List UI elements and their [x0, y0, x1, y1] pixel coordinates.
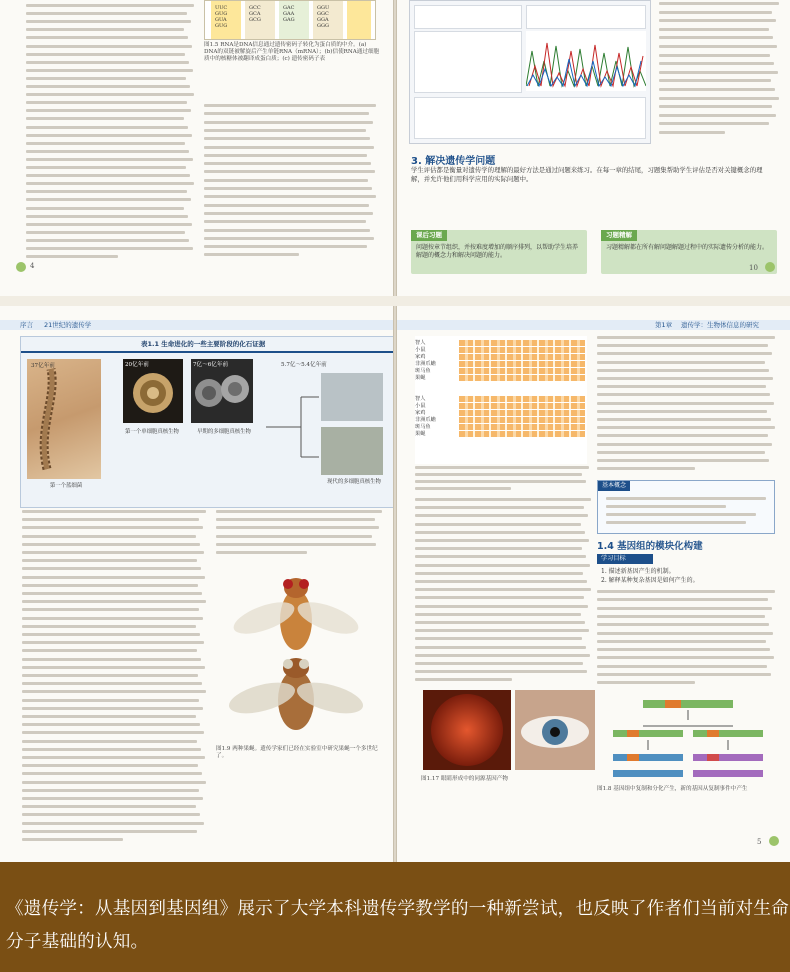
- text-line: [204, 204, 369, 207]
- box-title: 课后习题: [411, 230, 447, 241]
- text-line: [26, 85, 190, 88]
- text-line: [26, 93, 194, 96]
- text-line: [22, 567, 201, 570]
- text-line: [659, 105, 772, 108]
- text-line: [26, 45, 192, 48]
- text-line: [26, 198, 191, 201]
- text-line: [22, 797, 203, 800]
- text-line: [204, 195, 376, 198]
- human-eye-photo: [515, 690, 595, 770]
- text-line: [659, 62, 774, 65]
- text-line: [597, 598, 768, 601]
- text-line: [22, 584, 198, 587]
- text-line: [415, 506, 584, 509]
- text-line: [26, 117, 184, 120]
- leaf-icon: [769, 836, 779, 846]
- text-line: [204, 162, 371, 165]
- text-line: [415, 547, 582, 550]
- text-line: [597, 361, 765, 364]
- text-line: [597, 410, 767, 413]
- text-line: [204, 229, 370, 232]
- text-line: [415, 654, 590, 657]
- alignment-row: [459, 410, 585, 416]
- text-line: [597, 344, 768, 347]
- text-line: [204, 146, 374, 149]
- text-line: [204, 170, 375, 173]
- bottom-book-spread: [0, 306, 790, 862]
- text-line: [597, 385, 766, 388]
- chromatogram-graphic: [526, 31, 646, 91]
- text-line: [597, 640, 766, 643]
- text-line: [216, 526, 379, 529]
- fly-eye-photo: [423, 690, 511, 770]
- text-line: [216, 543, 376, 546]
- text-line: [659, 79, 771, 82]
- top-left-page: [0, 0, 393, 296]
- text-line: [204, 212, 373, 215]
- text-line: [204, 129, 366, 132]
- text-line: [415, 678, 512, 681]
- codon-table-figure: UUC GUG GUA GUG GCC GCA GCG GAC GAA GAG GGU GGC GGA GGG: [204, 0, 376, 40]
- text-line: [415, 487, 511, 490]
- text-line: [204, 112, 369, 115]
- alignment-row: [459, 340, 585, 346]
- text-line: [415, 670, 587, 673]
- text-line: [597, 656, 774, 659]
- section-heading: 3. 解决遗传学问题: [411, 156, 496, 167]
- text-line: [22, 633, 200, 636]
- text-line: [22, 772, 202, 775]
- photo-caption: 现代的多细胞真核生物: [327, 479, 381, 485]
- text-line: [597, 623, 769, 626]
- running-head-title: 21世纪的遗传学: [44, 321, 92, 329]
- text-line: [659, 88, 775, 91]
- text-line: [22, 543, 200, 546]
- alignment-row: [459, 347, 585, 353]
- running-head-chapter: 第1章: [655, 321, 673, 329]
- species-label: 斑马鱼: [415, 368, 431, 374]
- species-label: 斑马鱼: [415, 424, 431, 430]
- text-line: [216, 535, 372, 538]
- text-line: [22, 838, 123, 841]
- text-line: [22, 707, 203, 710]
- text-line: [26, 109, 191, 112]
- text-line: [597, 665, 767, 668]
- figure-title: 表1.1 生命进化的一些主要阶段的化石证据: [141, 340, 266, 348]
- text-line: [659, 19, 776, 22]
- text-line: [597, 426, 775, 429]
- box-text: 习题精解都在所有解问题解题过程中的实际遗传分析的能力。: [606, 244, 769, 251]
- text-line: [26, 215, 188, 218]
- text-line: [22, 748, 201, 751]
- text-line: [26, 231, 185, 234]
- text-line: [22, 617, 203, 620]
- running-head-chapter: 序言: [20, 321, 33, 329]
- text-line: [26, 4, 194, 7]
- text-line: [26, 69, 193, 72]
- text-line: [597, 451, 765, 454]
- text-line: [204, 121, 373, 124]
- text-line: [597, 459, 769, 462]
- species-label: 非洲爪蟾: [415, 417, 436, 423]
- text-line: [22, 526, 203, 529]
- text-line: [22, 592, 202, 595]
- text-line: [415, 621, 585, 624]
- cyanobacteria-photo: [27, 359, 101, 479]
- text-line: [415, 629, 589, 632]
- branching-diagram: [261, 377, 321, 477]
- text-line: [26, 182, 194, 185]
- text-line: [26, 207, 184, 210]
- fruit-fly-photos: [216, 562, 376, 742]
- species-label: 家鸡: [415, 410, 426, 416]
- section-heading: 1.4 基因组的模块化构建: [597, 541, 703, 552]
- text-line: [26, 174, 190, 177]
- text-line: [22, 608, 199, 611]
- text-line: [597, 648, 770, 651]
- text-line: [26, 142, 185, 145]
- photo-caption: 第一个单细胞真核生物: [125, 429, 179, 435]
- text-line: [204, 137, 370, 140]
- text-line: [415, 480, 586, 483]
- text-line: [22, 715, 196, 718]
- text-line: [597, 632, 773, 635]
- text-line: [22, 518, 199, 521]
- sequencing-figure: [409, 0, 651, 144]
- text-line: [415, 555, 586, 558]
- learning-goal: 2. 解释某种复杂基因是如何产生的。: [601, 577, 699, 584]
- text-line: [204, 154, 367, 157]
- text-line: [22, 723, 200, 726]
- species-label: 果蝇: [415, 431, 426, 437]
- alignment-row: [459, 375, 585, 381]
- text-line: [22, 576, 205, 579]
- text-line: [597, 352, 772, 355]
- text-line: [22, 699, 199, 702]
- fossil-photo: [321, 427, 383, 475]
- text-line: [26, 28, 184, 31]
- figure-caption: 图1.9 两种果蝇。遗传学家们已经在实验室中研究果蝇一个多世纪了。: [216, 746, 378, 759]
- text-line: [597, 443, 772, 446]
- text-line: [415, 613, 581, 616]
- text-line: [597, 418, 771, 421]
- text-line: [597, 615, 765, 618]
- bottom-right-page: [397, 306, 790, 862]
- text-line: [216, 551, 307, 554]
- text-line: [659, 11, 772, 14]
- time-label: 37亿年前: [31, 363, 55, 369]
- gene-duplication-diagram: [603, 696, 773, 784]
- text-line: [415, 637, 582, 640]
- text-line: [415, 588, 591, 591]
- alignment-row: [459, 417, 585, 423]
- text-line: [22, 674, 198, 677]
- text-line: [597, 681, 695, 684]
- text-line: [22, 789, 199, 792]
- text-line: [22, 600, 206, 603]
- box-title: 习题精解: [601, 230, 637, 241]
- alignment-row: [459, 361, 585, 367]
- text-line: [204, 179, 368, 182]
- leaf-icon: [765, 262, 775, 272]
- figure-caption: 图1.5 RNA是DNA信息通过遗传密码子转化为蛋白质的中介。(a) DNA的双链被解旋后产生单链RNA（mRNA）；(b)信使RNA通过细胞质中的核糖体被翻译成蛋白质；(c) 遗传密码子表: [204, 42, 380, 62]
- text-line: [26, 134, 192, 137]
- alignment-row: [459, 368, 585, 374]
- text-line: [22, 649, 197, 652]
- text-line: [22, 510, 206, 513]
- text-line: [415, 564, 590, 567]
- bottom-left-page: [0, 306, 393, 862]
- text-line: [26, 166, 186, 169]
- text-line: [597, 673, 771, 676]
- text-line: [26, 20, 191, 23]
- text-line: [415, 466, 589, 469]
- photo-caption: 第一个蓝细菌: [49, 483, 83, 489]
- fossil-evidence-figure: [20, 336, 393, 508]
- species-label: 家鸡: [415, 354, 426, 360]
- leaf-icon: [16, 262, 26, 272]
- learning-goals-title: 学习目标: [597, 554, 653, 564]
- alignment-row: [459, 424, 585, 430]
- text-line: [415, 523, 581, 526]
- fossil-photo: [321, 373, 383, 421]
- text-line: [22, 781, 206, 784]
- text-line: [415, 596, 584, 599]
- text-line: [204, 187, 372, 190]
- time-label: 5.7亿～5.4亿年前: [281, 362, 327, 368]
- text-line: [597, 467, 695, 470]
- text-line: [216, 510, 382, 513]
- text-line: [597, 402, 774, 405]
- text-line: [26, 255, 118, 258]
- text-line: [659, 131, 725, 134]
- text-line: [26, 53, 185, 56]
- photo-caption: 早期的多细胞真核生物: [197, 429, 251, 435]
- text-line: [415, 605, 588, 608]
- text-line: [22, 822, 204, 825]
- species-label: 非洲爪蟾: [415, 361, 436, 367]
- box-text: 问题按章节组织，并按难度增加的顺序排列，以帮助学生培养解题的概念力和解决问题的能力。: [416, 244, 579, 259]
- text-line: [415, 498, 591, 501]
- intro-paragraph: 学生评估都是衡量对遗传学的理解的最好方法是通过问题来练习。在每一章的结尾，习题集帮助学生评估是否对关键概念的理解，并允许他们用科学应用的实际问题中。: [411, 166, 763, 183]
- text-line: [659, 114, 776, 117]
- text-line: [204, 237, 374, 240]
- species-label: 小鼠: [415, 403, 426, 409]
- text-line: [22, 764, 198, 767]
- page-number: 4: [30, 262, 35, 270]
- text-line: [204, 245, 367, 248]
- text-line: [22, 690, 206, 693]
- text-line: [659, 36, 773, 39]
- text-line: [26, 247, 193, 250]
- text-line: [22, 666, 205, 669]
- text-line: [597, 590, 775, 593]
- text-line: [26, 158, 193, 161]
- text-line: [415, 580, 587, 583]
- box-title: 基本概念: [598, 481, 630, 491]
- text-line: [26, 12, 187, 15]
- alignment-row: [459, 431, 585, 437]
- text-line: [22, 756, 205, 759]
- text-line: [22, 559, 197, 562]
- text-line: [26, 101, 187, 104]
- text-line: [26, 239, 189, 242]
- text-line: [597, 369, 769, 372]
- text-line: [597, 607, 772, 610]
- alignment-row: [459, 403, 585, 409]
- text-line: [204, 104, 376, 107]
- text-line: [22, 740, 197, 743]
- text-line: [22, 682, 202, 685]
- sequence-alignment-figure: [415, 336, 587, 464]
- species-label: 智人: [415, 340, 426, 346]
- text-line: [597, 377, 773, 380]
- figure-caption: 图1.17 眼睛形成中的同源基因产物: [421, 776, 508, 782]
- text-line: [597, 434, 768, 437]
- time-label: 7亿～6亿年前: [193, 362, 229, 368]
- text-line: [204, 253, 299, 256]
- homework-box: [411, 230, 587, 274]
- alignment-row: [459, 396, 585, 402]
- text-line: [415, 662, 583, 665]
- text-line: [659, 45, 777, 48]
- text-line: [597, 336, 775, 339]
- page-number: 10: [749, 264, 758, 272]
- text-line: [597, 393, 770, 396]
- text-line: [22, 805, 196, 808]
- text-line: [415, 646, 586, 649]
- text-line: [415, 572, 583, 575]
- text-line: [22, 731, 204, 734]
- text-line: [22, 551, 204, 554]
- text-line: [204, 220, 366, 223]
- text-line: [415, 473, 582, 476]
- text-line: [22, 535, 196, 538]
- top-book-spread: [0, 0, 790, 296]
- text-line: [659, 28, 769, 31]
- running-head-title: 遗传学：生物体信息的研究: [681, 321, 759, 329]
- text-line: [26, 36, 188, 39]
- text-line: [659, 97, 779, 100]
- text-line: [26, 61, 189, 64]
- species-label: 小鼠: [415, 347, 426, 353]
- text-line: [22, 625, 196, 628]
- text-line: [22, 813, 200, 816]
- text-line: [659, 2, 779, 5]
- text-line: [22, 658, 201, 661]
- figure-caption: 图1.8 基因组中复制和分化产生，新的基因从复制事件中产生: [597, 786, 748, 792]
- text-line: [415, 531, 585, 534]
- text-line: [415, 539, 589, 542]
- text-line: [26, 190, 187, 193]
- text-line: [659, 122, 769, 125]
- banner-caption: 《遗传学：从基因到基因组》展示了大学本科遗传学教学的一种新尝试，也反映了作者们当前对生命分子基础的认知。: [6, 899, 789, 952]
- time-label: 20亿年前: [125, 362, 149, 368]
- text-line: [26, 223, 192, 226]
- text-line: [26, 126, 188, 129]
- text-line: [659, 71, 778, 74]
- text-line: [26, 150, 189, 153]
- alignment-row: [459, 354, 585, 360]
- key-concepts-box: [597, 480, 775, 534]
- text-line: [22, 641, 204, 644]
- text-line: [415, 514, 588, 517]
- species-label: 果蝇: [415, 375, 426, 381]
- text-line: [659, 54, 770, 57]
- text-line: [26, 77, 186, 80]
- species-label: 智人: [415, 396, 426, 402]
- page-number: 5: [757, 838, 762, 846]
- top-right-page: [397, 0, 790, 296]
- text-line: [22, 830, 197, 833]
- learning-goal: 1. 描述新基因产生的机制。: [601, 568, 675, 575]
- text-line: [216, 518, 375, 521]
